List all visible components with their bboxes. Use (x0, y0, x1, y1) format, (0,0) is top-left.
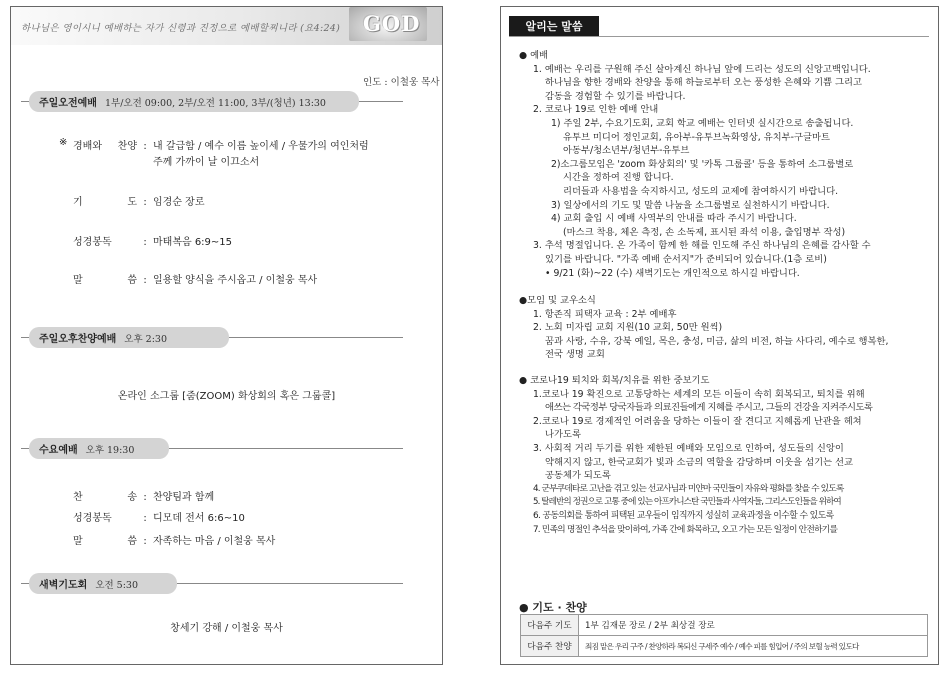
row-scripture: 성경봉독 : 디모데 전서 6:6~10 (73, 513, 245, 524)
section-title: 새벽기도회 (39, 580, 88, 591)
dawn-sermon-note: 창세기 강해 / 이철웅 목사 (170, 623, 283, 634)
section-dawn-prayer (21, 573, 403, 595)
banner-verse: 하나님은 영이시니 예배하는 자가 신령과 진정으로 예배할찌니라 (요4:24) (21, 23, 341, 34)
list-item: 6. 공동의회를 통하여 피택된 교우들이 임직까지 성실히 교육과정을 이수할 수 있도록 (533, 511, 834, 521)
table-row (521, 615, 928, 636)
section-title: 수요예배 (39, 445, 78, 456)
list-item: 1) 주일 2부, 수요기도회, 교회 학교 예배는 인터넷 실시간으로 송출됩니다. (551, 117, 854, 129)
list-item: 유투브 미디어 정인교회, 유아부-유투브녹화영상, 유치부-구글마트 (563, 131, 830, 143)
list-item: 나가도록 (545, 429, 581, 441)
table-head: 다음주 기도 (521, 615, 579, 636)
row-hymn: 찬 송 : 찬양팀과 함께 (73, 492, 215, 503)
list-item: 약해지지 않고, 한국교회가 빛과 소금의 역할을 감당하며 이웃을 섬기는 선교 (545, 456, 853, 468)
list-item: 2)소그룹모임은 'zoom 화상회의' 및 '카톡 그룹콜' 등을 통하여 소그룹별로 (551, 158, 854, 170)
list-item: (마스크 착용, 체온 측정, 손 소독제, 표시된 좌석 이용, 출입명부 작성) (563, 226, 846, 238)
list-item: 시간을 정하여 진행 합니다. (563, 172, 674, 184)
row-praise: 경배와 찬양 : 내 갈급함 / 예수 이름 높이세 / 우물가의 여인처럼 주께 가까이 날 이끄소서 (73, 141, 369, 168)
section-title: 주일오전예배 (39, 98, 97, 109)
list-item: 꿈과 사랑, 수유, 강북 예일, 목은, 충성, 미금, 삶의 비전, 하늘 사다리, 예수로 행복한, (545, 335, 889, 347)
heading-fellowship: ●모임 및 교우소식 (519, 295, 596, 307)
section-wednesday (21, 438, 403, 460)
worship-leader: 인도 : 이철웅 목사 (363, 77, 440, 88)
section-time: 1부/오전 09:00, 2부/오전 11:00, 3부/(청년) 13:30 (104, 97, 326, 109)
list-item: 하나님을 향한 경배와 찬양을 통해 하늘로부터 오는 풍성한 은혜와 기쁨 그리고 (545, 77, 862, 89)
row-scripture: 성경봉독 : 마태복음 6:9~15 (73, 237, 233, 248)
list-item: 공동체가 되도록 (545, 470, 611, 482)
heading-intercession: ● 코로나19 퇴치와 회복/치유를 위한 중보기도 (519, 375, 710, 387)
section-sunday-afternoon (21, 327, 403, 349)
header-banner (11, 7, 442, 45)
list-item: 감동을 경험할 수 있기를 바랍니다. (545, 90, 686, 102)
list-item: 2.코로나 19로 경제적인 어려움을 당하는 이들이 잘 견디고 지혜롭게 난관을 헤쳐 (533, 415, 862, 427)
table-cell: 1부 김재문 장로 / 2부 최상걸 장로 (579, 615, 928, 636)
announcements-list (519, 49, 929, 537)
list-item: 5. 탈레반의 정권으로 고통 중에 있는 아프카니스탄 국민들과 사역자들, 그리스도인들을 위하여 (533, 497, 841, 508)
section-sunday-morning (21, 91, 403, 113)
table-row (521, 636, 928, 657)
list-item: 리더들과 사용법을 숙지하시고, 성도의 교제에 참여하시기 바랍니다. (563, 185, 839, 197)
list-item: 3. 사회적 거리 두기를 위한 제한된 예배와 모임으로 인하여, 성도들의 신앙이 (533, 443, 844, 455)
worship-order-panel (10, 6, 443, 665)
section-time: 오후 2:30 (124, 333, 167, 345)
list-item: 3. 추석 명절입니다. 온 가족이 함께 한 해를 인도해 주신 하나님의 은혜를 감사할 수 (533, 240, 871, 252)
list-item: 4. 군부쿠데타로 고난을 겪고 있는 선교사님과 미얀마 국민들이 자유와 평화를 찾을 수 있도록 (533, 483, 844, 494)
list-item: 7. 민족의 명절인 추석을 맞이하여, 가족 간에 화목하고, 오고 가는 모든 일정이 안전하기를 (533, 524, 838, 535)
list-item: 1. 항존직 피택자 교육 : 2부 예배후 (533, 308, 677, 320)
note-mark: ※ (59, 137, 68, 148)
table-head: 다음주 찬양 (521, 636, 579, 657)
list-item: 4) 교회 출입 시 예배 사역부의 안내를 따라 주시기 바랍니다. (551, 213, 797, 225)
list-item: 애쓰는 각국정부 당국자들과 의료진들에게 지혜를 주시고, 그들의 건강을 지켜주시도록 (545, 402, 873, 414)
row-sermon: 말 씀 : 일용할 양식을 주시옵고 / 이철웅 목사 (73, 275, 318, 286)
list-item: 전국 생명 교회 (545, 349, 605, 361)
section-time: 오전 5:30 (95, 579, 139, 591)
announcements-panel (500, 6, 939, 665)
list-item: 2. 코로나 19로 인한 예배 안내 (533, 104, 659, 116)
list-item: 있기를 바랍니다. "가족 예배 순서지"가 준비되어 있습니다.(1층 로비) (545, 253, 827, 265)
heading-worship: ● 예배 (519, 50, 549, 61)
list-item: 1. 예배는 우리를 구원해 주신 살아계신 하나님 앞에 드리는 성도의 신앙고백입니다. (533, 63, 871, 75)
table-cell: 죄짐 맡은 우리 구주 / 찬양하라 복되신 구세주 예수 / 예수 피를 힘입어 / 주의 보혈 능력 있도다 (579, 636, 928, 657)
title-divider (509, 36, 929, 37)
list-item: 아동부/청소년부/청년부-유투브 (563, 145, 690, 157)
row-prayer: 기 도 : 임경순 장로 (73, 197, 205, 208)
god-logo: GOD (349, 7, 427, 41)
list-item: • 9/21 (화)~22 (수) 새벽기도는 개인적으로 하시길 바랍니다. (545, 267, 800, 279)
online-group-note: 온라인 소그룹 [줌(ZOOM) 화상회의 혹은 그룹콜] (117, 391, 336, 402)
list-item: 1.코로나 19 확진으로 고통당하는 세계의 모든 이들이 속히 회복되고, 퇴치를 위해 (533, 388, 865, 400)
row-sermon: 말 씀 : 자족하는 마음 / 이철웅 목사 (73, 536, 276, 547)
prayer-hymn-heading: ● 기도 · 찬양 (519, 601, 587, 614)
announcements-title: 알리는 말씀 (509, 16, 599, 36)
prayer-hymn-table (520, 614, 928, 657)
list-item: 3) 일상에서의 기도 및 말씀 나눔을 소그룹별로 실천하시기 바랍니다. (551, 199, 830, 211)
section-time: 오후 19:30 (85, 444, 135, 456)
section-title: 주일오후찬양예배 (39, 334, 117, 345)
list-item: 2. 노회 미자립 교회 지원(10 교회, 50만 원씩) (533, 322, 723, 334)
